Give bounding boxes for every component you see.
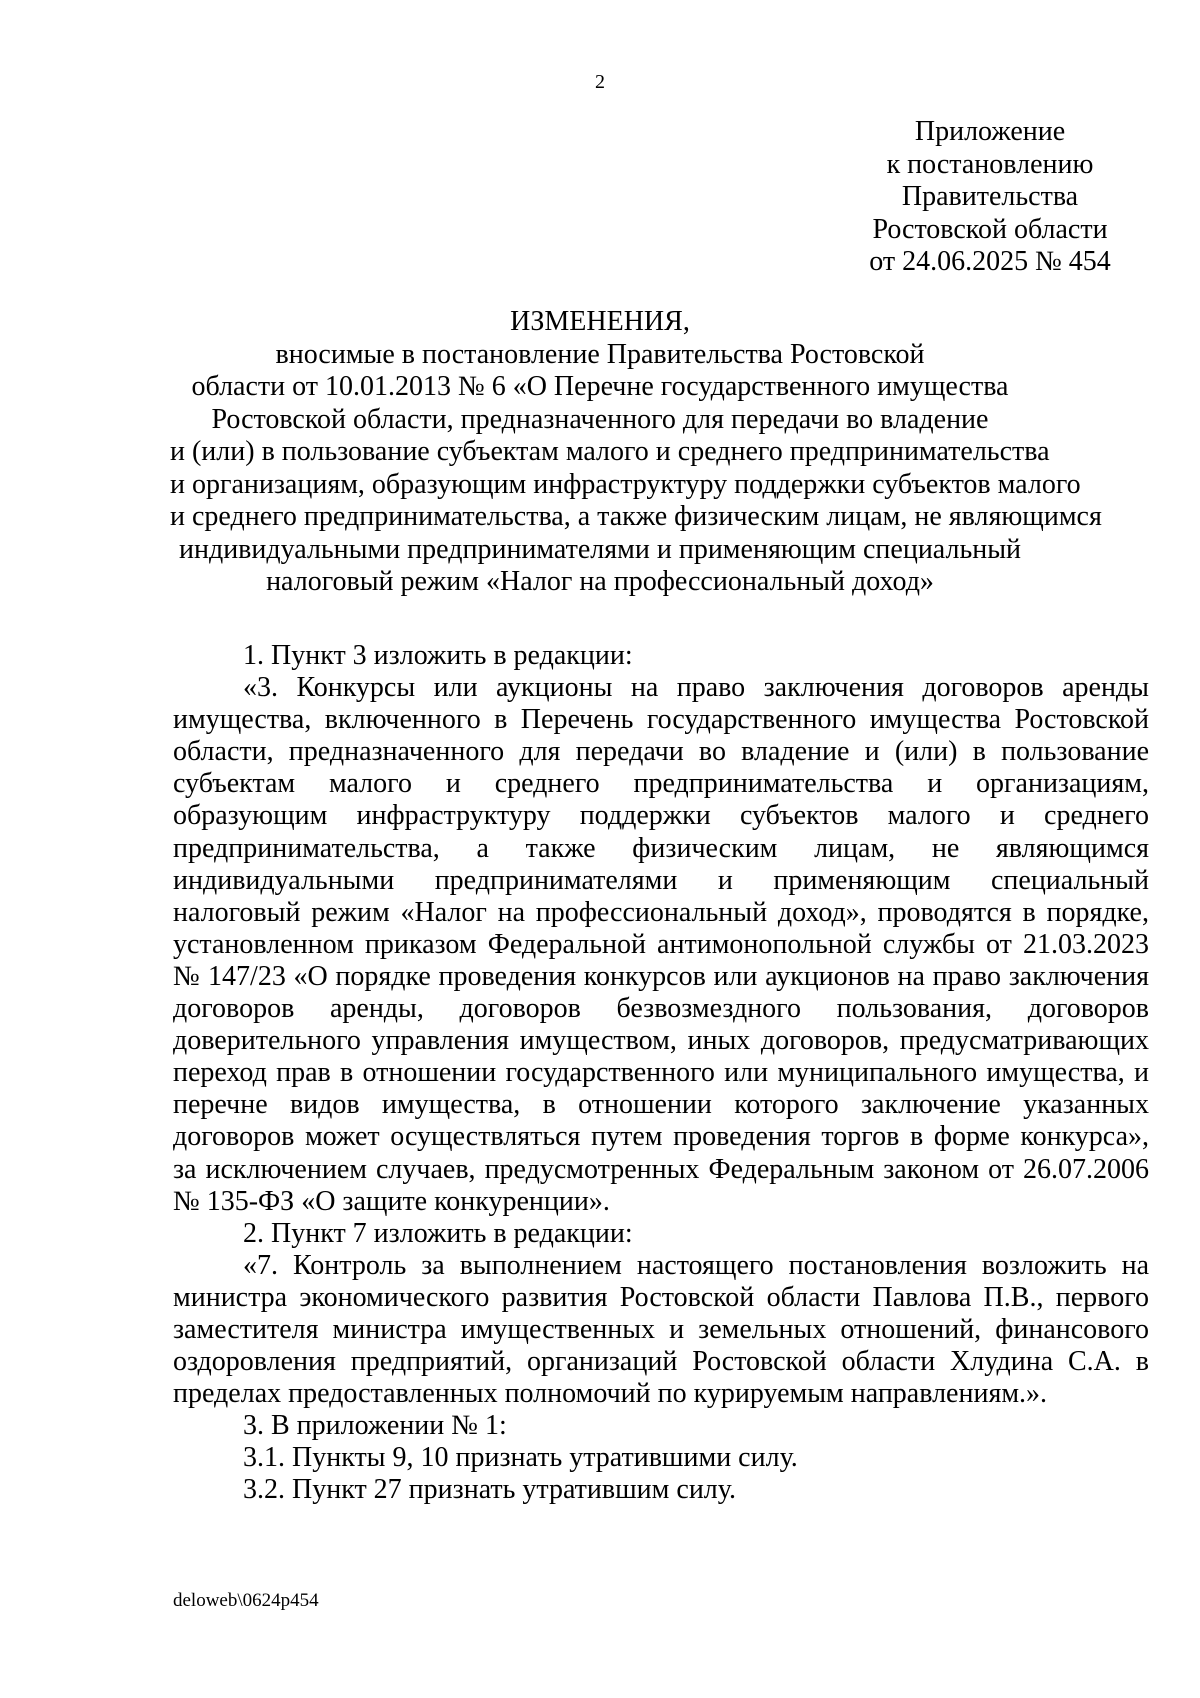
title-line: и организациям, образующим инфраструктуру поддержки субъектов малого — [170, 468, 1081, 500]
title-line: и (или) в пользование субъектам малого и среднего предпринимательства — [170, 436, 1050, 467]
appendix-line: Правительства — [901, 181, 1079, 212]
footer-file-reference: deloweb\0624p454 — [173, 1590, 319, 1611]
document-body — [173, 640, 1149, 1507]
appendix-line: к постановлению — [886, 148, 1094, 180]
body-paragraph-item-3-text: «3. Конкурсы или аукционы на право заключения договоров аренды имущества, включенного в Перечень государственного имущества Ростовской области, предназначенного для передачи во владение и (или) в пользование субъектам малого и среднего предпринимательства и организациям, образующим инфраструктуру поддержки субъектов малого и среднего предпринимательства, а также физическим лицам, не являющимся индивидуальными предпринимателями и применяющим специальный налоговый режим «Налог на профессиональный доход», проводятся в порядке, установленном приказом Федеральной антимонопольной службы от 21.03.2023 № 147/23 «О порядке проведения конкурсов или аукционов на право заключения договоров аренды, договоров безвозмездного пользования, договоров доверительного управления имуществом, иных договоров, предусматривающих переход прав в отношении государственного или муниципального имущества, и перечне видов имущества, в отношении которого заключение указанных договоров может осуществляться путем проведения торгов в форме конкурса», за исключением случаев, предусмотренных Федеральным законом от 26.07.2006 № 135-ФЗ «О защите конкуренции». — [173, 672, 1149, 1217]
appendix-line: от 24.06.2025 № 454 — [869, 246, 1111, 277]
body-paragraph-item-3: 3. В приложении № 1: — [243, 1410, 507, 1442]
appendix-line: Ростовской области — [872, 213, 1108, 245]
title-line: области от 10.01.2013 № 6 «О Перечне государственного имущества — [191, 371, 1009, 402]
appendix-line: Приложение — [914, 116, 1066, 147]
title-heading: ИЗМЕНЕНИЯ, — [510, 306, 690, 337]
page-number: 2 — [595, 71, 605, 93]
title-line: и среднего предпринимательства, а также физическим лицам, не являющимся — [170, 501, 1102, 532]
body-paragraph-item-3-2: 3.2. Пункт 27 признать утратившим силу. — [243, 1474, 736, 1506]
document-title — [170, 306, 1102, 599]
body-paragraph-item-3-1: 3.1. Пункты 9, 10 признать утратившими силу. — [243, 1442, 798, 1474]
title-line: индивидуальными предпринимателями и применяющим специальный — [178, 533, 1022, 565]
appendix-header — [840, 116, 1140, 279]
title-line: налоговый режим «Налог на профессиональный доход» — [266, 566, 934, 597]
title-line: Ростовской области, предназначенного для передачи во владение — [211, 403, 989, 435]
body-paragraph-item-1: 1. Пункт 3 изложить в редакции: — [243, 640, 633, 671]
title-line: вносимые в постановление Правительства Ростовской — [275, 338, 925, 370]
body-paragraph-item-7-text: «7. Контроль за выполнением настоящего постановления возложить на министра экономического развития Ростовской области Павлова П.В., первого заместителя министра имущественных и земельных отношений, финансового оздоровления предприятий, организаций Ростовской области Хлудина С.А. в пределах предоставленных полномочий по курируемым направлениям.». — [173, 1249, 1149, 1410]
body-paragraph-item-2: 2. Пункт 7 изложить в редакции: — [243, 1217, 633, 1249]
